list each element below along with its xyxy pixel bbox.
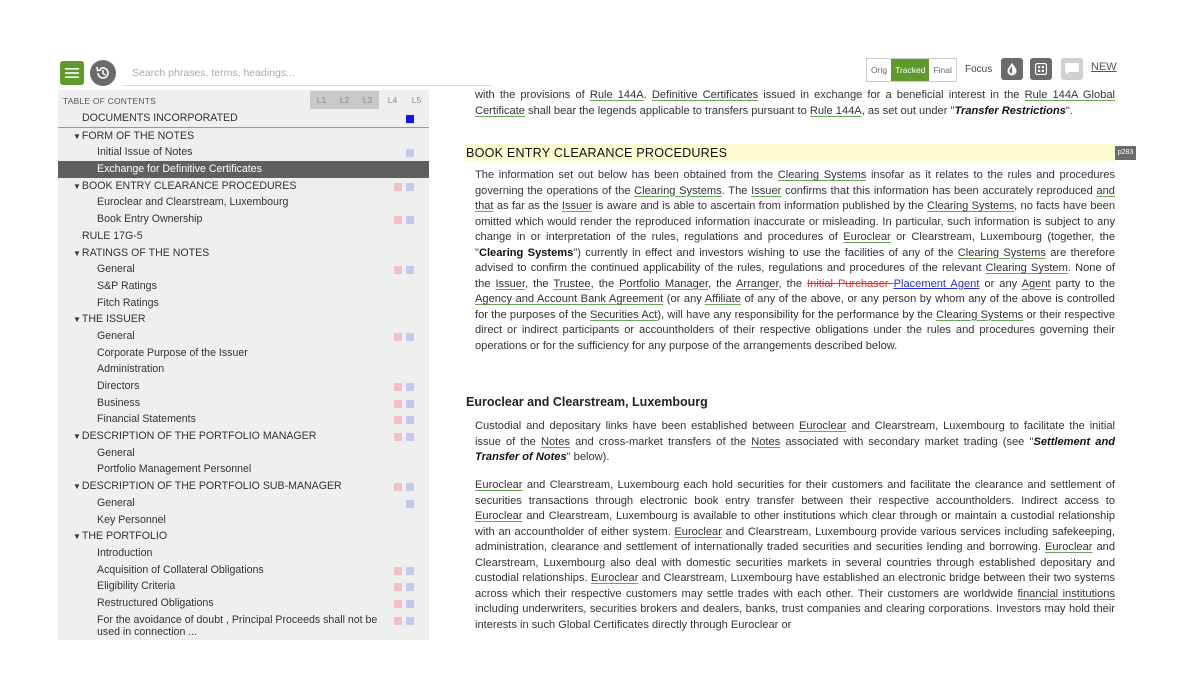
toc-item[interactable]: [58, 528, 429, 545]
collapse-arrow-icon[interactable]: ▼: [73, 532, 81, 542]
comment-icon: [1064, 62, 1080, 76]
table-of-contents: [58, 90, 429, 640]
toc-item-label: S&P Ratings: [97, 279, 157, 292]
toc-item[interactable]: [58, 278, 429, 295]
toc-item-label: Business: [97, 396, 140, 409]
toc-item-selected[interactable]: [58, 161, 429, 178]
toc-item[interactable]: [58, 612, 429, 638]
toc-item-label: General: [97, 329, 135, 342]
mode-orig[interactable]: Orig: [871, 65, 888, 75]
change-marker: [406, 383, 414, 391]
paragraph: Custodial and depositary links have been established between Euroclear and Clearstream, Luxembourg to facilitate the initial issue of the Notes and cross-market transfers of the Notes associated with secondary market trading (see "Settlement and Transfer of Notes" below).: [475, 420, 1116, 463]
toc-title: TABLE OF CONTENTS: [63, 96, 156, 106]
toc-item-label: Introduction: [97, 546, 153, 559]
comments-button[interactable]: [1061, 58, 1083, 80]
toc-item[interactable]: [58, 178, 429, 195]
toc-item[interactable]: [58, 428, 429, 445]
new-link[interactable]: NEW: [1091, 61, 1117, 73]
toc-item[interactable]: [58, 261, 429, 278]
change-marker: [406, 266, 414, 274]
list-icon: [65, 67, 79, 79]
change-marker: [394, 400, 402, 408]
section-heading: [466, 144, 1116, 162]
toc-item-label: General: [97, 263, 135, 276]
search-input[interactable]: [122, 60, 492, 86]
change-marker: [394, 600, 402, 608]
change-marker: [394, 433, 402, 441]
mode-final[interactable]: Final: [933, 65, 952, 75]
toc-item[interactable]: [58, 411, 429, 428]
toc-item[interactable]: [58, 295, 429, 312]
grid-icon: [1035, 63, 1047, 75]
toc-item-label: Fitch Ratings: [97, 296, 159, 309]
change-marker: [394, 483, 402, 491]
change-marker: [406, 115, 414, 123]
toc-item[interactable]: [58, 478, 429, 495]
toc-item[interactable]: [58, 110, 429, 128]
toc-item[interactable]: [58, 562, 429, 579]
collapse-arrow-icon[interactable]: ▼: [73, 482, 81, 492]
toc-item-label: RATINGS OF THE NOTES: [81, 246, 210, 259]
toc-item-label: Financial Statements: [97, 413, 196, 426]
change-marker: [394, 583, 402, 591]
toc-item[interactable]: [58, 545, 429, 562]
change-marker: [394, 333, 402, 341]
paragraph: Euroclear and Clearstream, Luxembourg each hold securities for their customers and facilitate the clearance and settlement of securities transactions through electronic book entry transfer between their respective accountholders. Indirect access to Euroclear and Clearstream, Luxembourg is available to other institutions which clear through or maintain a custodial relationship with an accountholder of either system. Euroclear and Clearstream, Luxembourg provide various services including safekeeping, administration, clearance and settlement of internationally traded securities and securities lending and borrowing. Euroclear and Clearstream, Luxembourg also deal with domestic securities markets in several countries through established depositary and custodial relationships. Euroclear and Clearstream, Luxembourg have established an electronic bridge between their two systems across which their respective customers may settle trades with each other. Their customers are worldwide financial institutions including underwriters, securities brokers and dealers, banks, trust companies and clearing corporations. Investors may hold their interests in such Global Certificates directly through Euroclear or: [475, 479, 1116, 631]
focus-label[interactable]: Focus: [965, 64, 993, 75]
change-marker: [406, 617, 414, 625]
toc-item[interactable]: [58, 445, 429, 462]
change-marker: [394, 383, 402, 391]
history-icon: [95, 65, 111, 81]
level-l4[interactable]: L4: [387, 95, 398, 105]
change-marker: [406, 567, 414, 575]
toc-item-label: Restructured Obligations: [97, 596, 214, 609]
change-marker: [406, 500, 414, 508]
toc-item[interactable]: [58, 311, 429, 328]
toc-item-label: DESCRIPTION OF THE PORTFOLIO MANAGER: [81, 430, 317, 443]
toc-item-label: BOOK ENTRY CLEARANCE PROCEDURES: [81, 179, 297, 192]
toc-item[interactable]: [58, 194, 429, 211]
change-marker: [406, 333, 414, 341]
toc-item[interactable]: [58, 578, 429, 595]
sub-heading: Euroclear and Clearstream, Luxembourg: [466, 395, 708, 409]
paragraph: with the provisions of Rule 144A. Definitive Certificates issued in exchange for a beneficial interest in the Rule 144A Global Certificate shall bear the legends applicable to transfers pursuant to Rule 144A, as set out under "Transfer Restrictions".: [475, 89, 1115, 117]
change-marker: [406, 216, 414, 224]
toc-item[interactable]: [58, 461, 429, 478]
toc-item-label: RULE 17G-5: [82, 229, 143, 242]
collapse-arrow-icon[interactable]: ▼: [73, 181, 81, 191]
toc-item[interactable]: [58, 361, 429, 378]
toc-item-label: Portfolio Management Personnel: [97, 463, 252, 476]
toc-item[interactable]: [58, 245, 429, 262]
collapse-arrow-icon[interactable]: ▼: [73, 248, 81, 258]
level-l1[interactable]: L1: [310, 91, 333, 109]
toc-item-label: Book Entry Ownership: [97, 213, 203, 226]
level-l5[interactable]: L5: [411, 95, 422, 105]
change-marker: [406, 416, 414, 424]
toc-item-label: Directors: [97, 380, 140, 392]
history-button[interactable]: [90, 60, 116, 86]
toc-item-label: DESCRIPTION OF THE PORTFOLIO SUB-MANAGER: [81, 480, 342, 493]
toc-item[interactable]: [58, 345, 429, 362]
change-marker: [406, 149, 414, 157]
level-l3[interactable]: L3: [356, 91, 379, 109]
toc-item-label: Eligibility Criteria: [97, 580, 176, 593]
change-marker: [406, 600, 414, 608]
document-view: [466, 88, 1136, 648]
toc-item[interactable]: [58, 495, 429, 512]
collapse-arrow-icon[interactable]: ▼: [73, 432, 81, 442]
toc-item-label: THE PORTFOLIO: [81, 530, 168, 543]
change-marker: [394, 183, 402, 191]
toc-header: [58, 90, 429, 110]
toc-item-label: Exchange for Definitive Certificates: [97, 163, 262, 176]
section-heading-text: BOOK ENTRY CLEARANCE PROCEDURES: [466, 146, 728, 160]
toc-item[interactable]: [58, 228, 429, 245]
mode-tracked[interactable]: Tracked: [891, 59, 929, 81]
toc-item[interactable]: [58, 128, 429, 145]
collapse-arrow-icon[interactable]: ▼: [73, 315, 81, 325]
toc-item[interactable]: [58, 395, 429, 412]
change-marker: [406, 583, 414, 591]
view-mode-toggle: [866, 58, 957, 82]
paragraph: The information set out below has been obtained from the Clearing Systems insofar as it relates to the rules and procedures governing the operations of the Clearing Systems. The Issuer confirms that this information has been accurately reproduced and that as far as the Issuer is aware and is able to ascertain from information published by the Clearing Systems, no facts have been omitted which would render the reproduced information inaccurate or misleading. In particular, such information is subject to any change in or interpretation of the rules, regulations and procedures of Euroclear or Clearstream, Luxembourg (together, the "Clearing Systems") currently in effect and investors wishing to use the facilities of any of the Clearing Systems are therefore advised to confirm the continued applicability of the rules, regulations and procedures of the relevant Clearing System. None of the Issuer, the Trustee, the Portfolio Manager, the Arranger, the Initial Purchaser Placement Agent or any Agent party to the Agency and Account Bank Agreement (or any Affiliate of any of the above, or any person by whom any of the above is controlled for the purposes of the Securities Act), will have any responsibility for the performance by the Clearing Systems or their respective direct or indirect participants or accountholders of their respective obligations under the rules and procedures governing their operations or for the sufficiency for any purpose of the arrangements described below.: [475, 169, 1116, 352]
toc-item-label: FORM OF THE NOTES: [81, 129, 195, 142]
toc-item-label: General: [97, 496, 135, 509]
toc-item-label: DOCUMENTS INCORPORATED: [82, 112, 238, 124]
toc-item-label: Administration: [97, 363, 165, 376]
toc-item-label: THE ISSUER: [81, 313, 146, 326]
change-marker: [406, 433, 414, 441]
change-marker: [406, 183, 414, 191]
toc-item[interactable]: [58, 595, 429, 612]
change-marker: [394, 567, 402, 575]
focus-mode-button[interactable]: [1001, 58, 1023, 80]
change-marker: [406, 400, 414, 408]
toc-item-label: Initial Issue of Notes: [97, 146, 193, 159]
toc-item-label: For the avoidance of doubt , Principal Proceeds shall not be used in connection ...: [97, 613, 378, 638]
level-l2[interactable]: L2: [333, 91, 356, 109]
toc-item[interactable]: [58, 211, 429, 228]
change-marker: [406, 483, 414, 491]
change-marker: [394, 266, 402, 274]
grid-view-button[interactable]: [1030, 58, 1052, 80]
drop-icon: [1006, 62, 1018, 76]
page-badge: p283: [1115, 146, 1136, 160]
toc-toggle-button[interactable]: [60, 61, 84, 85]
toc-item-label: General: [97, 446, 135, 459]
toc-item-label: Key Personnel: [97, 513, 166, 526]
change-marker: [394, 617, 402, 625]
toolbar: [58, 58, 1136, 88]
toc-item[interactable]: [58, 328, 429, 345]
change-marker: [394, 216, 402, 224]
collapse-arrow-icon[interactable]: ▼: [73, 131, 81, 141]
toc-item[interactable]: [58, 144, 429, 161]
toc-item[interactable]: [58, 512, 429, 529]
toc-item-label: Acquisition of Collateral Obligations: [97, 563, 264, 576]
change-marker: [394, 416, 402, 424]
toc-item-label: Corporate Purpose of the Issuer: [97, 346, 248, 359]
toc-item[interactable]: [58, 378, 429, 395]
toc-item-label: Euroclear and Clearstream, Luxembourg: [97, 196, 289, 209]
